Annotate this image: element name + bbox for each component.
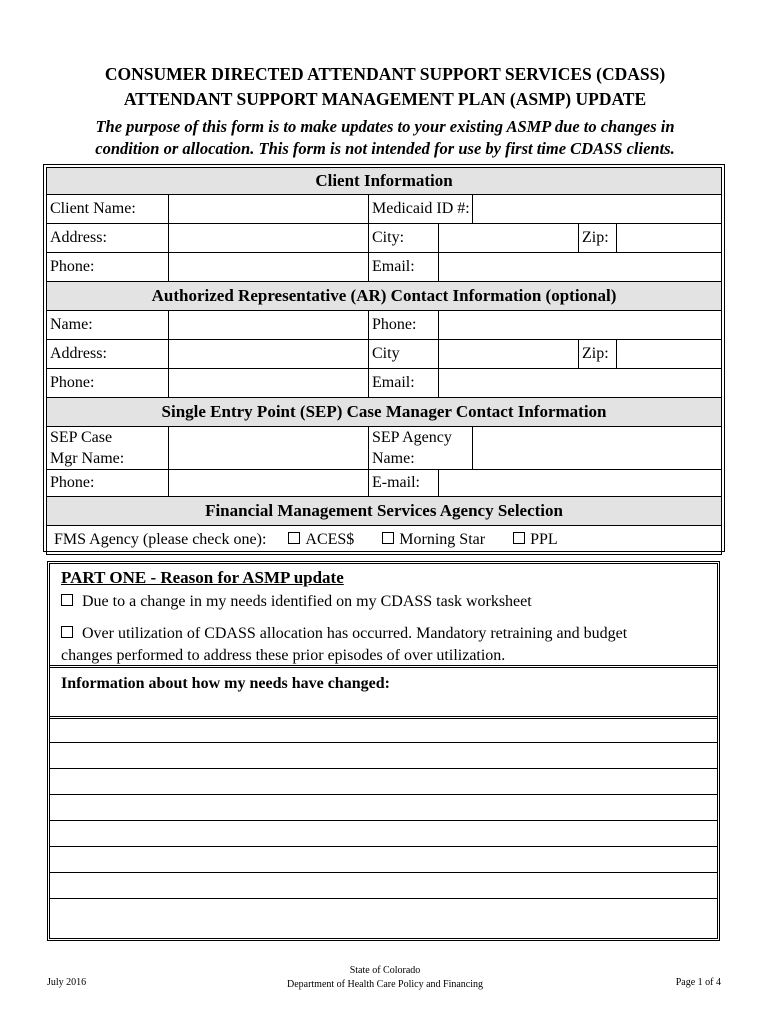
ar-phone2-field[interactable] [169,369,369,398]
ar-address-field[interactable] [169,340,369,369]
client-city-label: City: [369,224,439,253]
sep-email-field[interactable] [439,470,722,497]
ar-zip-field[interactable] [617,340,722,369]
reason-needs-change-box[interactable] [61,594,73,606]
writing-line-7[interactable] [50,872,717,873]
sep-agency-name-label: SEP Agency Name: [369,427,473,470]
form-title-line-2: ATTENDANT SUPPORT MANAGEMENT PLAN (ASMP) UPDATE [123,89,647,109]
ar-city-field[interactable] [439,340,579,369]
fms-header: Financial Management Services Agency Selection [47,497,722,526]
writing-line-6[interactable] [50,846,717,847]
purpose-line-2: condition or allocation. This form is not intended for use by first time CDASS clients. [95,139,675,158]
sep-mgr-name-field[interactable] [169,427,369,470]
reason-over-utilization-checkbox[interactable]: Over utilization of CDASS allocation has occurred. Mandatory retraining and budget changes performed to address these prior episodes of over utilization. [61,625,628,664]
fms-selection-row [47,526,722,555]
client-phone-field[interactable] [169,253,369,282]
medicaid-id-label: Medicaid ID #: [369,195,473,224]
client-address-field[interactable] [169,224,369,253]
fms-prompt: FMS Agency (please check one): [54,531,267,548]
client-phone-label: Phone: [47,253,169,282]
form-title-line-1: CONSUMER DIRECTED ATTENDANT SUPPORT SERVICES (CDASS) [104,64,666,84]
ar-phone-field[interactable] [439,311,722,340]
sep-agency-name-field[interactable] [473,427,722,470]
sep-email-label: E-mail: [369,470,439,497]
ar-name-field[interactable] [169,311,369,340]
client-info-header: Client Information [47,168,722,195]
client-city-field[interactable] [439,224,579,253]
fms-option-aces-checkbox[interactable]: ACES$ [288,531,354,548]
contact-info-table [46,167,722,555]
writing-line-2[interactable] [50,742,717,743]
client-zip-field[interactable] [617,224,722,253]
ar-info-header: Authorized Representative (AR) Contact Information (optional) [47,282,722,311]
writing-line-4[interactable] [50,794,717,795]
needs-changed-label: Information about how my needs have changed: [61,675,390,692]
reason-needs-change-checkbox[interactable]: Due to a change in my needs identified on my CDASS task worksheet [61,593,532,611]
part-one-section [47,561,720,941]
sep-mgr-name-label: SEP Case Mgr Name: [47,427,169,470]
sep-phone-field[interactable] [169,470,369,497]
writing-line-8[interactable] [50,898,717,899]
client-zip-label: Zip: [579,224,617,253]
ar-phone2-label: Phone: [47,369,169,398]
ar-email-label: Email: [369,369,439,398]
footer-state: State of Colorado [349,965,421,976]
ar-email-field[interactable] [439,369,722,398]
part-one-title: PART ONE - Reason for ASMP update [61,568,344,587]
ar-city-label: City [369,340,439,369]
client-email-label: Email: [369,253,439,282]
client-name-field[interactable] [169,195,369,224]
ar-phone-label: Phone: [369,311,439,340]
client-email-field[interactable] [439,253,722,282]
writing-line-1[interactable] [50,716,717,719]
ar-zip-label: Zip: [579,340,617,369]
part-one-divider [50,665,717,668]
ar-address-label: Address: [47,340,169,369]
footer-page-number: Page 1 of 4 [675,977,721,988]
ar-name-label: Name: [47,311,169,340]
reason-over-utilization-box[interactable] [61,626,73,638]
fms-option-morning-star-checkbox[interactable]: Morning Star [382,531,485,548]
fms-option-ppl-checkbox[interactable]: PPL [513,531,558,548]
client-address-label: Address: [47,224,169,253]
sep-phone-label: Phone: [47,470,169,497]
writing-line-5[interactable] [50,820,717,821]
footer-date: July 2016 [47,977,87,988]
writing-line-3[interactable] [50,768,717,769]
purpose-line-1: The purpose of this form is to make updates to your existing ASMP due to changes in [95,117,675,136]
client-name-label: Client Name: [47,195,169,224]
footer-department: Department of Health Care Policy and Financing [286,979,484,990]
medicaid-id-field[interactable] [473,195,722,224]
sep-info-header: Single Entry Point (SEP) Case Manager Contact Information [47,398,722,427]
